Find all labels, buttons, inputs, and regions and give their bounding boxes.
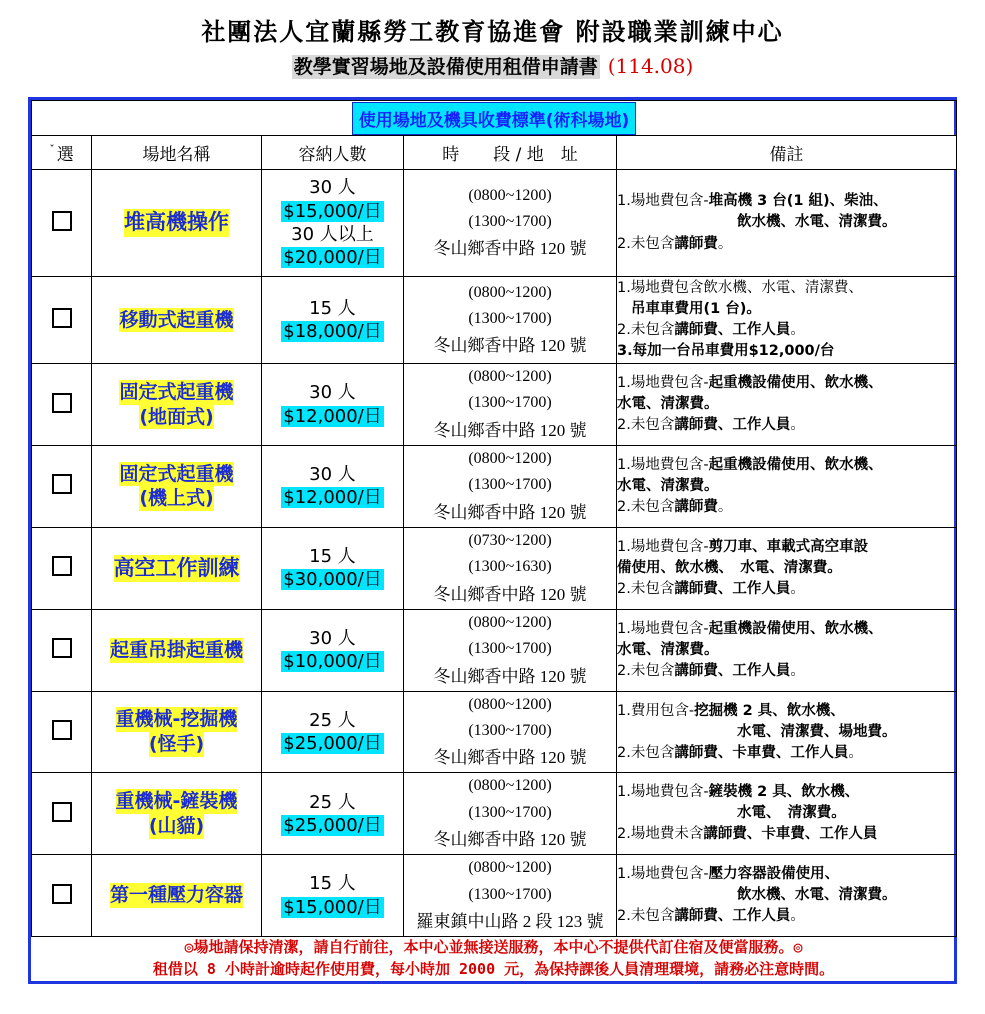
time-slot-morning: (0730~1200) — [468, 531, 552, 549]
table-row — [32, 691, 957, 773]
footer-notice — [34, 936, 953, 980]
capacity: 30 人 — [309, 382, 356, 404]
venue-cell — [92, 773, 262, 855]
venue-name-line: 堆高機操作 — [124, 209, 229, 236]
select-cell — [32, 609, 92, 691]
table-row — [32, 609, 957, 691]
table-row — [32, 277, 957, 364]
capacity: 15 人 — [309, 297, 356, 319]
price: $15,000/日 — [283, 200, 382, 222]
address: 冬山鄉香中路 120 號 — [433, 584, 587, 604]
note-line-2: 2.未包含講師費、工作人員。 — [617, 417, 805, 433]
time-slot-afternoon: (1300~1700) — [468, 394, 552, 412]
select-checkbox[interactable] — [52, 802, 72, 822]
time-cell — [404, 527, 617, 609]
capacity: 30 人 — [309, 464, 356, 486]
select-cell — [32, 364, 92, 446]
footer-line-1: ◎場地請保持清潔，請自行前往，本中心並無接送服務，本中心不提供代訂住宿及便當服務。◎ — [184, 938, 803, 956]
venue-name-line: (怪手) — [148, 733, 205, 756]
price: $20,000/日 — [283, 247, 382, 269]
capacity-cell — [262, 609, 404, 691]
venue-cell — [92, 170, 262, 277]
price: $30,000/日 — [283, 569, 382, 591]
note-cell — [617, 691, 957, 773]
table-caption: 使用場地及機具收費標準(術科場地) — [352, 102, 637, 135]
venue-name-line: 起重吊掛起重機 — [109, 638, 243, 661]
venue-name-line: 固定式起重機 — [119, 462, 234, 485]
time-slot-afternoon: (1300~1700) — [468, 309, 552, 327]
venue-name-line: 重機械-鏟裝機 — [115, 790, 238, 813]
time-slot-morning: (0800~1200) — [468, 859, 552, 877]
table-row — [32, 364, 957, 446]
select-checkbox[interactable] — [52, 720, 72, 740]
capacity: 25 人 — [309, 791, 356, 813]
table-caption-cell — [32, 101, 957, 136]
price: $12,000/日 — [283, 487, 382, 509]
select-checkbox[interactable] — [52, 884, 72, 904]
note-line-1: 1.費用包含-挖掘機 2 具、飲水機、 — [617, 702, 845, 719]
capacity-cell — [262, 446, 404, 528]
time-cell — [404, 364, 617, 446]
time-slot-afternoon: (1300~1700) — [468, 885, 552, 903]
venue-name-line: 固定式起重機 — [119, 380, 234, 403]
table-row — [32, 527, 957, 609]
col-time: 時 段 / 地 址 — [404, 136, 617, 170]
note-line-1-cont: 飲水機、水電、清潔費。 — [737, 214, 897, 231]
select-checkbox[interactable] — [52, 474, 72, 494]
time-slot-morning: (0800~1200) — [468, 695, 552, 713]
time-slot-afternoon: (1300~1700) — [468, 722, 552, 740]
note-cell — [617, 609, 957, 691]
note-line-2: 2.未包含講師費、工作人員。 — [617, 322, 805, 338]
venue-cell — [92, 691, 262, 773]
venue-name-line: (機上式) — [139, 487, 214, 510]
select-checkbox[interactable] — [52, 638, 72, 658]
address: 冬山鄉香中路 120 號 — [433, 830, 587, 850]
note-cell — [617, 277, 957, 364]
note-line-2: 2.場地費未含講師費、卡車費、工作人員 — [617, 826, 878, 843]
page-title: 社團法人宜蘭縣勞工教育協進會 附設職業訓練中心 — [201, 17, 784, 46]
address: 羅東鎮中山路 2 段 123 號 — [416, 912, 604, 932]
capacity-cell — [262, 691, 404, 773]
note-line-1-cont: 水電、清潔費。 — [617, 395, 719, 412]
note-line-1: 1.場地費包含-壓力容器設備使用、 — [617, 866, 840, 883]
venue-name-line: (山貓) — [148, 814, 205, 837]
note-line-1-cont: 備使用、飲水機、 水電、清潔費。 — [617, 559, 842, 576]
form-name: 教學實習場地及設備使用租借申請書 — [293, 56, 598, 78]
note-line-2: 2.未包含講師費、工作人員。 — [617, 580, 805, 597]
time-slot-morning: (0800~1200) — [468, 186, 552, 204]
capacity-cell — [262, 855, 404, 937]
note-line-1-cont: 吊車車費用(1 台)。 — [631, 300, 761, 317]
col-select: $^ˇ$ 選 — [32, 136, 92, 170]
venue-cell — [92, 277, 262, 364]
select-cell — [32, 277, 92, 364]
venue-cell — [92, 855, 262, 937]
select-cell — [32, 446, 92, 528]
page-subtitle — [0, 52, 985, 79]
time-slot-morning: (0800~1200) — [468, 283, 552, 301]
note-line-1-cont: 水電、清潔費。 — [617, 641, 719, 658]
time-cell — [404, 691, 617, 773]
time-slot-morning: (0800~1200) — [468, 368, 552, 386]
time-slot-morning: (0800~1200) — [468, 777, 552, 795]
price: $18,000/日 — [283, 321, 382, 342]
capacity: 30 人以上 — [291, 224, 374, 245]
address: 冬山鄉香中路 120 號 — [433, 420, 587, 440]
capacity-cell — [262, 364, 404, 446]
note-line-1-cont: 水電、清潔費、場地費。 — [737, 723, 897, 740]
table-row — [32, 170, 957, 277]
note-line-1-cont: 飲水機、水電、清潔費。 — [737, 887, 897, 904]
capacity-cell — [262, 527, 404, 609]
table-row — [32, 855, 957, 937]
capacity-cell — [262, 170, 404, 277]
select-checkbox[interactable] — [52, 308, 72, 328]
price: $12,000/日 — [283, 405, 382, 427]
time-slot-morning: (0800~1200) — [468, 450, 552, 467]
note-line-2: 2.未包含講師費、工作人員。 — [617, 662, 805, 679]
select-cell — [32, 170, 92, 277]
venue-name-line: (地面式) — [139, 405, 214, 428]
table-row — [32, 773, 957, 855]
note-cell — [617, 855, 957, 937]
time-cell — [404, 773, 617, 855]
check-mark-icon: ˇ — [49, 143, 55, 157]
venue-name-line: 移動式起重機 — [119, 308, 234, 331]
col-note: 備註 — [617, 136, 957, 170]
price: $10,000/日 — [283, 651, 382, 673]
note-cell — [617, 364, 957, 446]
time-slot-afternoon: (1300~1630) — [468, 558, 552, 576]
select-cell — [32, 855, 92, 937]
price: $15,000/日 — [283, 896, 382, 918]
venue-cell — [92, 527, 262, 609]
note-line-1: 1.場地費包含-鏟裝機 2 具、飲水機、 — [617, 784, 860, 801]
venue-name-line: 高空工作訓練 — [114, 555, 240, 582]
venue-name-line: 重機械-挖掘機 — [115, 708, 238, 731]
note-line-2: 2.未包含講師費、卡車費、工作人員。 — [617, 744, 863, 761]
address: 冬山鄉香中路 120 號 — [433, 502, 587, 522]
note-line-1-cont: 水電、清潔費。 — [617, 477, 719, 494]
note-line-2: 2.未包含講師費、工作人員。 — [617, 908, 805, 925]
form-version: (114.08) — [607, 54, 694, 78]
address: 冬山鄉香中路 120 號 — [433, 748, 587, 768]
time-cell — [404, 446, 617, 528]
note-line-1: 1.場地費包含-起重機設備使用、飲水機、 — [617, 374, 883, 391]
capacity: 30 人 — [309, 627, 356, 649]
capacity-cell — [262, 277, 404, 364]
time-cell — [404, 170, 617, 277]
capacity-cell — [262, 773, 404, 855]
note-cell — [617, 527, 957, 609]
note-line-1: 1.場地費包含-起重機設備使用、飲水機、 — [617, 620, 883, 637]
col-name: 場地名稱 — [92, 136, 262, 170]
select-checkbox[interactable] — [52, 556, 72, 576]
capacity: 15 人 — [309, 545, 356, 567]
address: 冬山鄉香中路 120 號 — [433, 239, 587, 259]
col-capacity: 容納人數 — [262, 136, 404, 170]
select-cell — [32, 691, 92, 773]
price: $25,000/日 — [283, 733, 382, 755]
capacity: 25 人 — [309, 709, 356, 731]
note-line-1-cont: 水電、 清潔費。 — [737, 805, 846, 822]
time-cell — [404, 609, 617, 691]
note-line-1: 1.場地費包含-堆高機 3 台(1 組)、柴油、 — [617, 193, 888, 210]
note-line-2: 2.未包含講師費。 — [617, 235, 733, 252]
capacity: 30 人 — [309, 177, 356, 199]
time-slot-afternoon: (1300~1700) — [468, 640, 552, 658]
capacity: 15 人 — [309, 873, 356, 895]
venue-name-line: 第一種壓力容器 — [109, 884, 243, 907]
address: 冬山鄉香中路 120 號 — [433, 666, 587, 686]
note-cell — [617, 773, 957, 855]
venue-cell — [92, 446, 262, 528]
note-line-1: 1.場地費包含-起重機設備使用、飲水機、 — [617, 456, 883, 473]
time-slot-morning: (0800~1200) — [468, 613, 552, 631]
time-cell — [404, 855, 617, 937]
fee-table — [31, 100, 957, 937]
note-line-1: 1.場地費包含飲水機、水電、清潔費、 — [617, 279, 863, 296]
time-slot-afternoon: (1300~1700) — [468, 212, 552, 230]
note-line-1: 1.場地費包含-剪刀車、車載式高空車設 — [617, 538, 869, 555]
time-slot-afternoon: (1300~1700) — [468, 803, 552, 821]
select-cell — [32, 527, 92, 609]
address: 冬山鄉香中路 120 號 — [433, 336, 587, 356]
note-cell — [617, 170, 957, 277]
note-line-2: 2.未包含講師費。 — [617, 498, 733, 515]
footer-line-2: 租借以 8 小時計逾時起作使用費，每小時加 2000 元，為保持課後人員清理環境，請務必注意時間。 — [152, 960, 835, 978]
venue-cell — [92, 364, 262, 446]
table-header — [32, 136, 957, 170]
time-cell — [404, 277, 617, 364]
select-cell — [32, 773, 92, 855]
select-checkbox[interactable] — [52, 211, 72, 231]
note-line-3: 3.每加一台吊車費用$12,000/台 — [617, 343, 835, 360]
time-slot-afternoon: (1300~1700) — [468, 476, 552, 494]
select-checkbox[interactable] — [52, 393, 72, 413]
venue-cell — [92, 609, 262, 691]
note-cell — [617, 446, 957, 528]
table-row — [32, 446, 957, 528]
price: $25,000/日 — [283, 814, 382, 836]
